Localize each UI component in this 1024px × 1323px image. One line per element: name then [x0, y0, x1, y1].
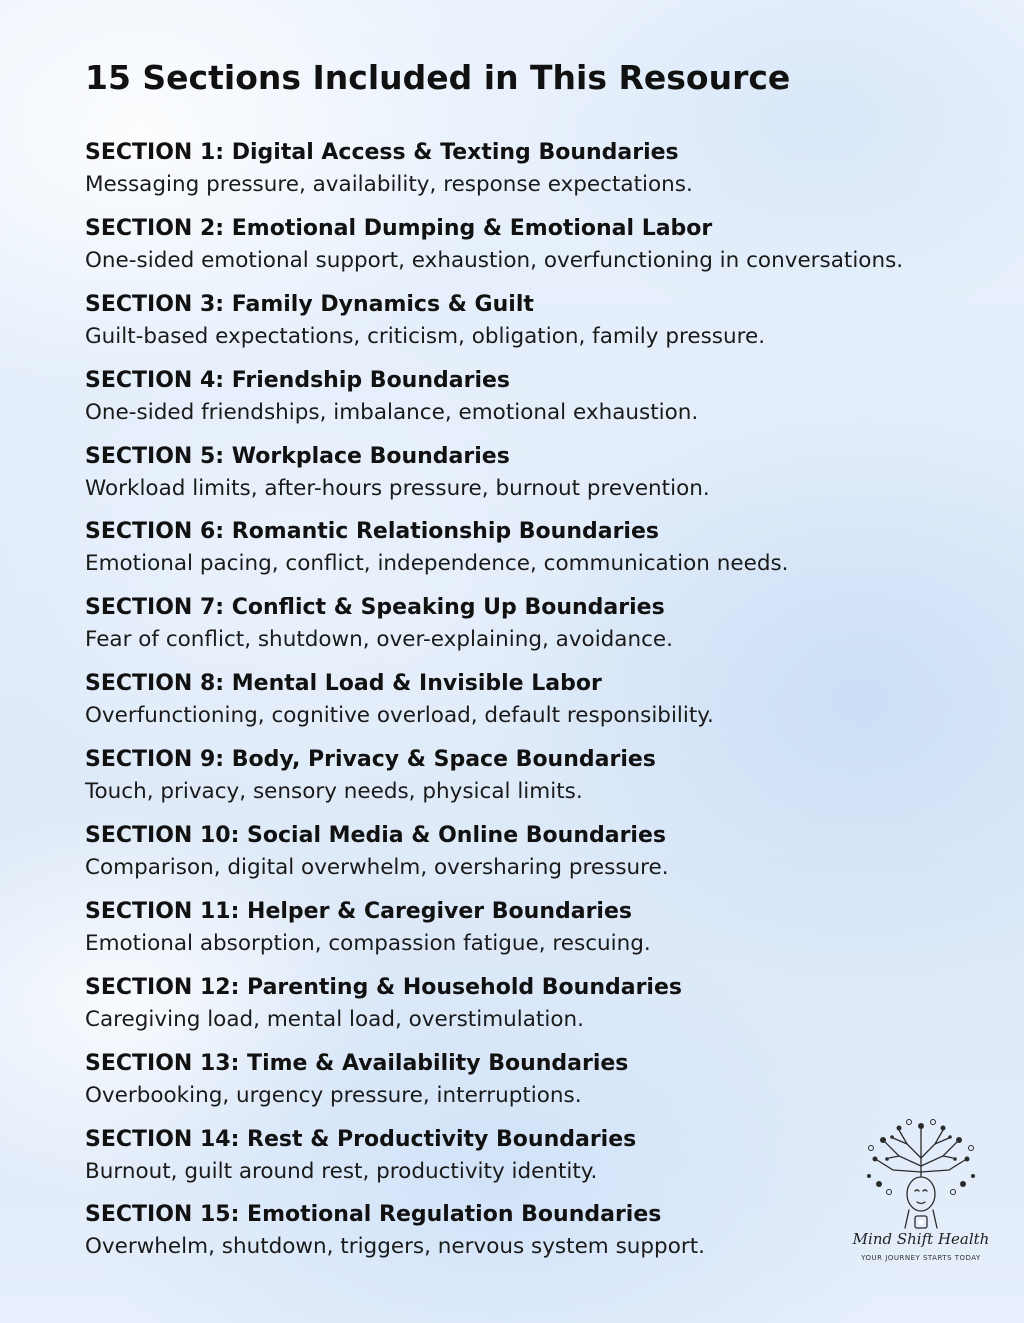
head-with-branching-tree-icon: [859, 1118, 983, 1230]
section-title: SECTION 5: Workplace Boundaries: [85, 443, 510, 469]
section-title: SECTION 15: Emotional Regulation Boundaries: [85, 1202, 662, 1228]
section-description: Overwhelm, shutdown, triggers, nervous system support.: [85, 1234, 705, 1260]
section-description: Caregiving load, mental load, overstimulation.: [85, 1006, 584, 1032]
section-title: SECTION 1: Digital Access & Texting Boundaries: [85, 140, 679, 165]
page-title: 15 Sections Included in This Resource: [85, 58, 791, 97]
section-item: [85, 973, 985, 1049]
section-item: [85, 442, 985, 518]
section-item: [85, 517, 985, 593]
section-title: SECTION 11: Helper & Caregiver Boundaries: [85, 898, 632, 924]
section-item: [85, 366, 985, 442]
section-description: Fear of conflict, shutdown, over-explaining, avoidance.: [85, 627, 673, 653]
section-description: Overfunctioning, cognitive overload, default responsibility.: [85, 703, 714, 729]
section-description: Guilt-based expectations, criticism, obligation, family pressure.: [85, 323, 766, 349]
section-item: [85, 1049, 985, 1125]
section-item: [85, 593, 985, 669]
section-description: Touch, privacy, sensory needs, physical limits.: [85, 779, 583, 805]
section-description: Emotional absorption, compassion fatigue, rescuing.: [85, 930, 651, 956]
section-title: SECTION 10: Social Media & Online Boundaries: [85, 823, 666, 849]
section-title: SECTION 12: Parenting & Household Boundaries: [85, 974, 682, 1000]
section-description: Overbooking, urgency pressure, interruptions.: [85, 1082, 582, 1108]
section-description: Messaging pressure, availability, response expectations.: [85, 172, 693, 197]
section-item: [85, 214, 985, 290]
brand-tagline: YOUR JOURNEY STARTS TODAY: [861, 1254, 981, 1262]
section-item: [85, 138, 985, 214]
section-description: One-sided emotional support, exhaustion, overfunctioning in conversations.: [85, 247, 904, 273]
section-title: SECTION 7: Conflict & Speaking Up Boundaries: [85, 595, 665, 621]
brand-logo: [846, 1118, 996, 1268]
section-title: SECTION 4: Friendship Boundaries: [85, 367, 511, 393]
section-description: One-sided friendships, imbalance, emotional exhaustion.: [85, 399, 699, 425]
section-item: [85, 669, 985, 745]
section-title: SECTION 6: Romantic Relationship Boundaries: [85, 519, 659, 545]
section-title: SECTION 13: Time & Availability Boundaries: [85, 1050, 629, 1076]
section-description: Burnout, guilt around rest, productivity identity.: [85, 1158, 598, 1184]
section-list: [85, 138, 985, 1276]
section-title: SECTION 2: Emotional Dumping & Emotional Labor: [85, 215, 713, 241]
section-description: Emotional pacing, conflict, independence, communication needs.: [85, 551, 789, 577]
section-title: SECTION 8: Mental Load & Invisible Labor: [85, 671, 602, 697]
section-item: [85, 745, 985, 821]
section-description: Workload limits, after-hours pressure, burnout prevention.: [85, 475, 710, 501]
section-title: SECTION 3: Family Dynamics & Guilt: [85, 291, 534, 317]
brand-name: Mind Shift Health: [852, 1230, 990, 1248]
section-item: [85, 897, 985, 973]
section-item: [85, 821, 985, 897]
section-title: SECTION 14: Rest & Productivity Boundaries: [85, 1126, 637, 1152]
section-title: SECTION 9: Body, Privacy & Space Boundaries: [85, 747, 656, 773]
section-description: Comparison, digital overwhelm, oversharing pressure.: [85, 855, 669, 881]
section-item: [85, 290, 985, 366]
